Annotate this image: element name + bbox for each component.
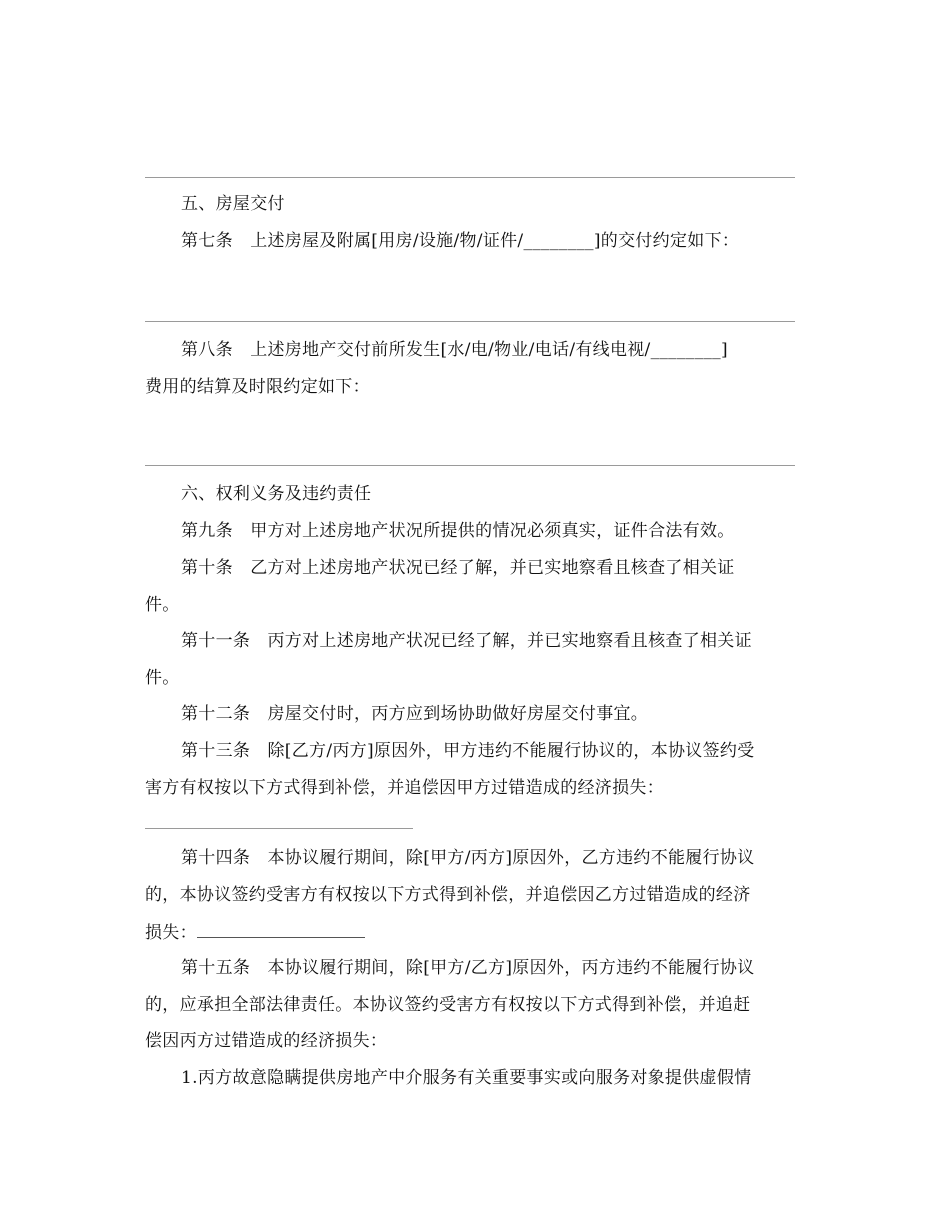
article-14-line-3-text: 损失：	[145, 923, 197, 943]
article-11-line-2: 件。	[145, 668, 180, 688]
article-14-line-1: 第十四条 本协议履行期间，除[甲方/丙方]原因外，乙方违约不能履行协议	[181, 848, 755, 868]
article-13-line-1: 第十三条 除[乙方/丙方]原因外，甲方违约不能履行协议的，本协议签约受	[181, 741, 755, 761]
fill-line	[145, 177, 795, 178]
fill-blank	[197, 920, 365, 938]
article-11-line-1: 第十一条 丙方对上述房地产状况已经了解，并已实地察看且核查了相关证	[181, 631, 752, 651]
article-15-line-2: 的，应承担全部法律责任。本协议签约受害方有权按以下方式得到补偿，并追赶	[145, 995, 751, 1015]
article-8-line-1: 第八条 上述房地产交付前所发生[水/电/物业/电话/有线电视/________]	[181, 340, 728, 360]
article-15-item-1: 1.丙方故意隐瞒提供房地产中介服务有关重要事实或向服务对象提供虚假情	[181, 1068, 752, 1088]
section-heading-5: 五、房屋交付	[181, 194, 285, 214]
article-13-line-2: 害方有权按以下方式得到补偿，并追偿因甲方过错造成的经济损失：	[145, 778, 664, 798]
article-10-line-2: 件。	[145, 595, 180, 615]
fill-line-short	[145, 828, 413, 829]
article-12: 第十二条 房屋交付时，丙方应到场协助做好房屋交付事宜。	[181, 704, 649, 724]
article-10-line-1: 第十条 乙方对上述房地产状况已经了解，并已实地察看且核查了相关证	[181, 558, 735, 578]
article-7: 第七条 上述房屋及附属[用房/设施/物/证件/________]的交付约定如下：	[181, 231, 740, 251]
fill-line	[145, 321, 795, 322]
article-15-line-3: 偿因丙方过错造成的经济损失：	[145, 1031, 388, 1051]
article-8-line-2: 费用的结算及时限约定如下：	[145, 377, 370, 397]
article-14-line-2: 的，本协议签约受害方有权按以下方式得到补偿，并追偿因乙方过错造成的经济	[145, 885, 751, 905]
article-9: 第九条 甲方对上述房地产状况所提供的情况必须真实，证件合法有效。	[181, 521, 735, 541]
fill-line	[145, 465, 795, 466]
section-heading-6: 六、权利义务及违约责任	[181, 484, 372, 504]
article-15-line-1: 第十五条 本协议履行期间，除[甲方/乙方]原因外，丙方违约不能履行协议	[181, 958, 755, 978]
article-14-line-3	[145, 920, 810, 944]
